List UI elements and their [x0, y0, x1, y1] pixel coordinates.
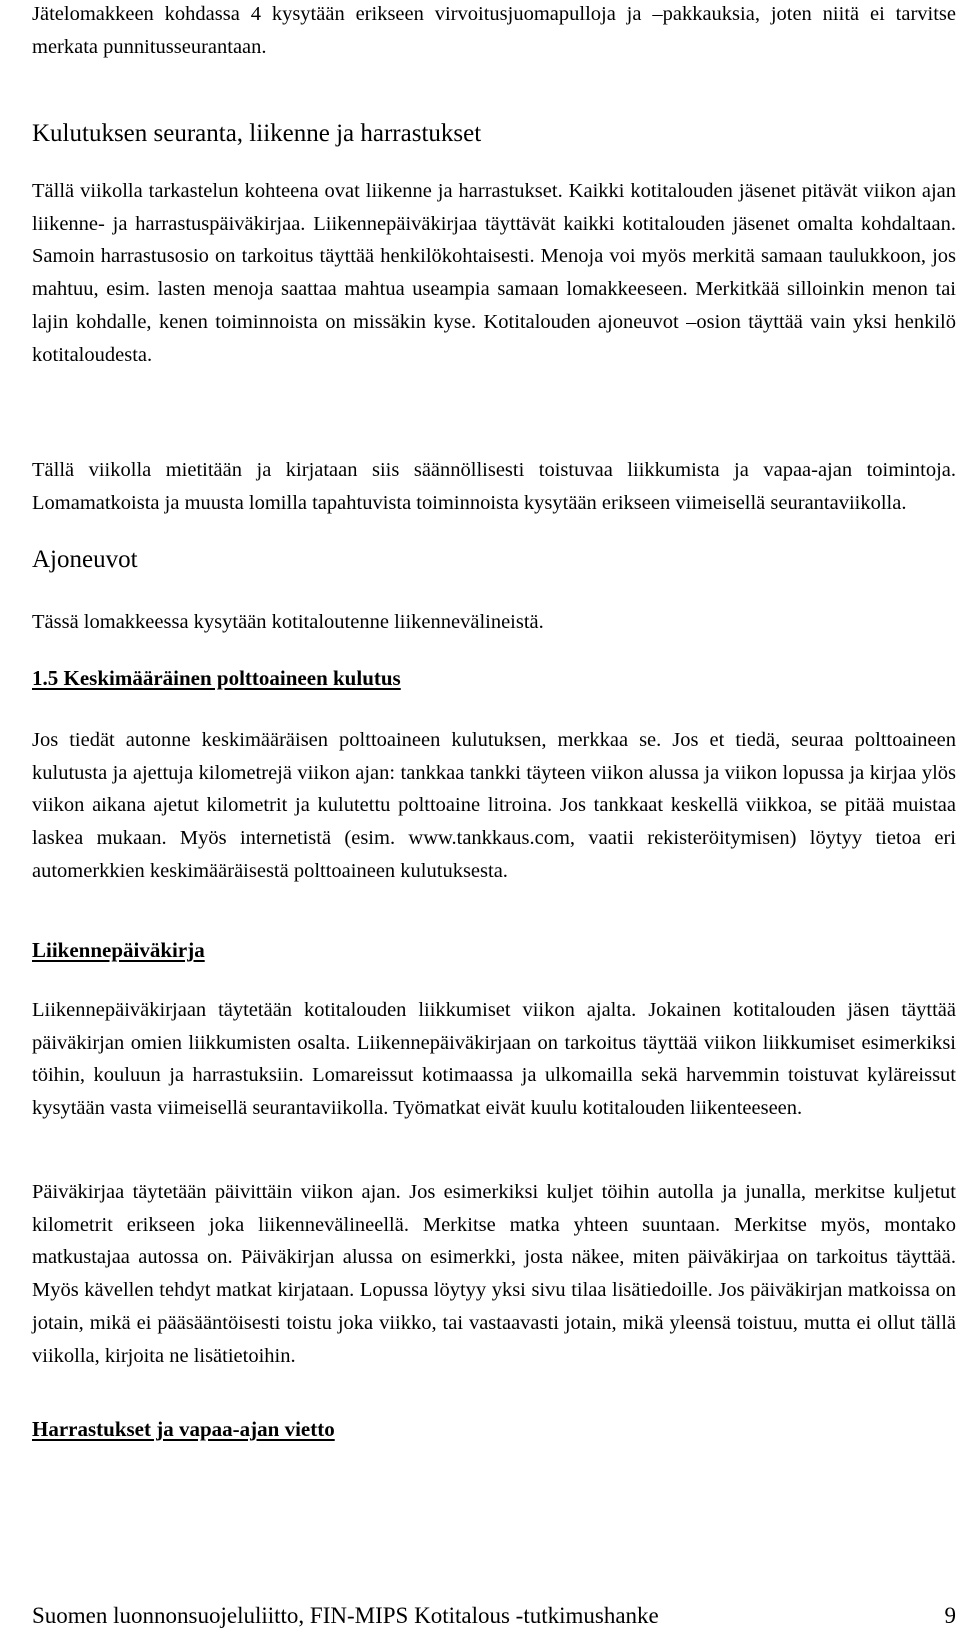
heading-fuel-consumption: 1.5 Keskimääräinen polttoaineen kulutus	[32, 666, 401, 690]
paragraph-regular-activity: Tällä viikolla mietitään ja kirjataan siis säännöllisesti toistuvaa liikkumista ja vapaa-ajan toimintoja. Lomamatkoista ja muusta lomilla tapahtuvista toiminnoista kysytään erikseen viimeisellä seurantaviikolla.	[32, 459, 956, 514]
paragraph-traffic-diary-2: Päiväkirjaa täytetään päivittäin viikon ajan. Jos esimerkiksi kuljet töihin autolla ja junalla, merkitse kuljetut kilometrit erikseen joka liikennevälineellä. Merkitse matka yhteen suuntaan. Merkitse myös, montako matkustajaa autossa on. Päiväkirjan alussa on esimerkki, josta näkee, miten päiväkirjaa on tarkoitus täyttää. Myös kävellen tehdyt matkat kirjataan. Lopussa löytyy yksi sivu tilaa lisätiedoille. Jos päiväkirjan matkoissa on jotain, mikä ei pääsääntöisesti toistu joka viikko, tai vastaavasti jotain, mikä yleensä toistuu, mutta ei ollut tällä viikolla, kirjoita ne lisätietoihin.	[32, 1181, 956, 1367]
paragraph-traffic-diary-1: Liikennepäiväkirjaan täytetään kotitalouden liikkumiset viikon ajalta. Jokainen kotitalouden jäsen täyttää päiväkirjan omien liikkumisten osalta. Liikennepäiväkirjaan on tarkoitus täyttää viikon liikkumiset esimerkiksi töihin, kouluun ja harrastuksiin. Lomareissut kotimaassa ja ulkomailla sekä harvemmin toistuvat kyläreissut kysytään vasta viimeisellä seurantaviikolla. Työmatkat eivät kuulu kotitalouden liikenteeseen.	[32, 999, 956, 1120]
paragraph-fuel-consumption: Jos tiedät autonne keskimääräisen polttoaineen kulutuksen, merkkaa se. Jos et tiedä, seuraa polttoaineen kulutusta ja ajettuja kilometrejä viikon ajan: tankkaa tankki täyteen viikon alussa ja viikon lopussa ja kirjaa ylös viikon aikana ajetut kilometrit ja kulutettu polttoaine litroina. Jos tankkaat keskellä viikkoa, se pitää muistaa laskea mukaan. Myös internetistä (esim. www.tankkaus.com, vaatii rekisteröitymisen) löytyy tietoa eri automerkkien keskimääräisestä polttoaineen kulutuksesta.	[32, 729, 956, 882]
paragraph-vehicles: Tässä lomakkeessa kysytään kotitaloutenne liikennevälineistä.	[32, 611, 544, 633]
heading-traffic-diary: Liikennepäiväkirja	[32, 938, 205, 962]
page-number: 9	[944, 1603, 956, 1628]
heading-hobbies: Harrastukset ja vapaa-ajan vietto	[32, 1417, 335, 1441]
intro-paragraph: Jätelomakkeen kohdassa 4 kysytään erikseen virvoitusjuomapulloja ja –pakkauksia, joten niitä ei tarvitse merkata punnitusseurantaan.	[32, 3, 956, 58]
paragraph-week-focus: Tällä viikolla tarkastelun kohteena ovat liikenne ja harrastukset. Kaikki kotitalouden jäsenet pitävät viikon ajan liikenne- ja harrastuspäiväkirjaa. Liikennepäiväkirjaa täyttävät kaikki kotitalouden jäsenet omalta kohdaltaan. Samoin harrastusosio on tarkoitus täyttää henkilökohtaisesti. Menoja voi myös merkitä samaan taulukkoon, jos mahtuu, esim. lasten menoja saattaa mahtua useampia samaan lomakkeeseen. Merkitkää silloinkin menon tai lajin kohdalle, kenen toiminnoista on missäkin kyse. Kotitalouden ajoneuvot –osion täyttää vain yksi henkilö kotitaloudesta.	[32, 180, 956, 366]
section-title: Kulutuksen seuranta, liikenne ja harrastukset	[32, 120, 482, 147]
page-footer	[32, 1600, 956, 1632]
footer-organization: Suomen luonnonsuojeluliitto, FIN-MIPS Kotitalous -tutkimushanke	[32, 1603, 659, 1628]
heading-vehicles: Ajoneuvot	[32, 546, 138, 573]
